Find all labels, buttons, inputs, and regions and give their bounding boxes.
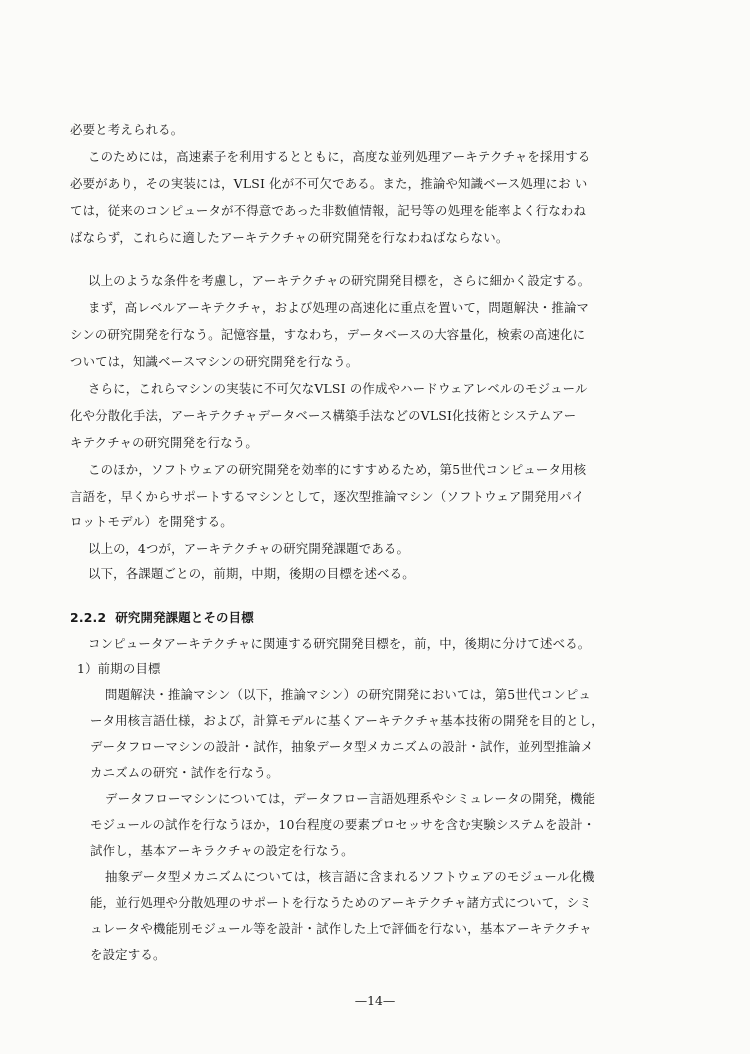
text-line: 必要があり，その実装には，VLSI 化が不可欠である。また，推論や知識ベース処理にお い bbox=[70, 176, 588, 191]
text-line: 以上の，4つが，アーキテクチャの研究開発課題である。 bbox=[88, 541, 410, 556]
text-line: シンの研究開発を行なう。記憶容量，すなわち，データベースの大容量化，検索の高速化に bbox=[70, 327, 586, 342]
text-line: コンピュータアーキテクチャに関連する研究開発目標を，前，中，後期に分けて述べる。 bbox=[88, 636, 591, 651]
text-line: ロットモデル）を開発する。 bbox=[70, 514, 233, 529]
text-line: このほか，ソフトウェアの研究開発を効率的にすすめるため，第5世代コンピュータ用核 bbox=[88, 462, 587, 477]
list-item-heading: 1）前期の目標 bbox=[77, 661, 161, 676]
section-heading bbox=[70, 610, 254, 626]
text-line: 言語を，早くからサポートするマシンとして，逐次型推論マシン（ソフトウェア開発用パイ bbox=[70, 489, 585, 504]
text-line: データフローマシンについては，データフロー言語処理系やシミュレータの開発，機能 bbox=[105, 791, 596, 806]
text-line: 能，並行処理や分散処理のサポートを行なうためのアーキテクチャ諸方式について，シミ bbox=[90, 895, 592, 910]
text-line: このためには，高速素子を利用するとともに，高度な並列処理アーキテクチャを採用する bbox=[88, 149, 591, 164]
text-line: 化や分散化手法，アーキテクチャデータベース構築手法などのVLSI化技術とシステムアー bbox=[70, 408, 577, 423]
section-title: 研究開発課題とその目標 bbox=[115, 610, 254, 625]
text-line: 抽象データ型メカニズムについては，核言語に含まれるソフトウェアのモジュール化機 bbox=[105, 869, 595, 884]
text-line: ータ用核言語仕様，および，計算モデルに基くアーキテクチャ基本技術の開発を目的とし， bbox=[90, 713, 604, 728]
page-number: —14— bbox=[354, 993, 396, 1008]
text-line: データフローマシンの設計・試作，抽象データ型メカニズムの設計・試作，並列型推論メ bbox=[90, 739, 594, 754]
text-line: ては，従来のコンピュータが不得意であった非数値情報，記号等の処理を能率よく行なわね bbox=[70, 203, 587, 218]
text-line: モジュールの試作を行なうほか，10台程度の要素プロセッサを含む実験システムを設計・ bbox=[90, 817, 596, 832]
text-line: 試作し，基本アーキラクチャの設定を行なう。 bbox=[90, 843, 354, 858]
text-line: ついては，知識ベースマシンの研究開発を行なう。 bbox=[70, 354, 359, 369]
text-line: ュレータや機能別モジュール等を設計・試作した上で評価を行ない，基本アーキテクチャ bbox=[90, 921, 592, 936]
text-line: カニズムの研究・試作を行なう。 bbox=[90, 765, 279, 780]
section-number: 2.2.2 bbox=[70, 610, 107, 625]
text-line: 問題解決・推論マシン（以下，推論マシン）の研究開発においては，第5世代コンピュ bbox=[105, 687, 591, 702]
text-line: 必要と考えられる。 bbox=[70, 122, 184, 137]
text-line: 以上のような条件を考慮し，アーキテクチャの研究開発目標を，さらに細かく設定する。 bbox=[88, 273, 591, 288]
text-line: さらに，これらマシンの実装に不可欠なVLSI の作成やハードウェアレベルのモジュール bbox=[88, 381, 588, 396]
text-line: ばならず，これらに適したアーキテクチャの研究開発を行なわねばならない。 bbox=[70, 230, 509, 245]
text-line: を設定する。 bbox=[90, 947, 166, 962]
text-line: まず，高レベルアーキテクチャ，および処理の高速化に重点を置いて，問題解決・推論マ bbox=[88, 300, 590, 315]
text-line: キテクチャの研究開発を行なう。 bbox=[70, 435, 258, 450]
text-line: 以下，各課題ごとの，前期，中期，後期の目標を述べる。 bbox=[88, 566, 415, 581]
